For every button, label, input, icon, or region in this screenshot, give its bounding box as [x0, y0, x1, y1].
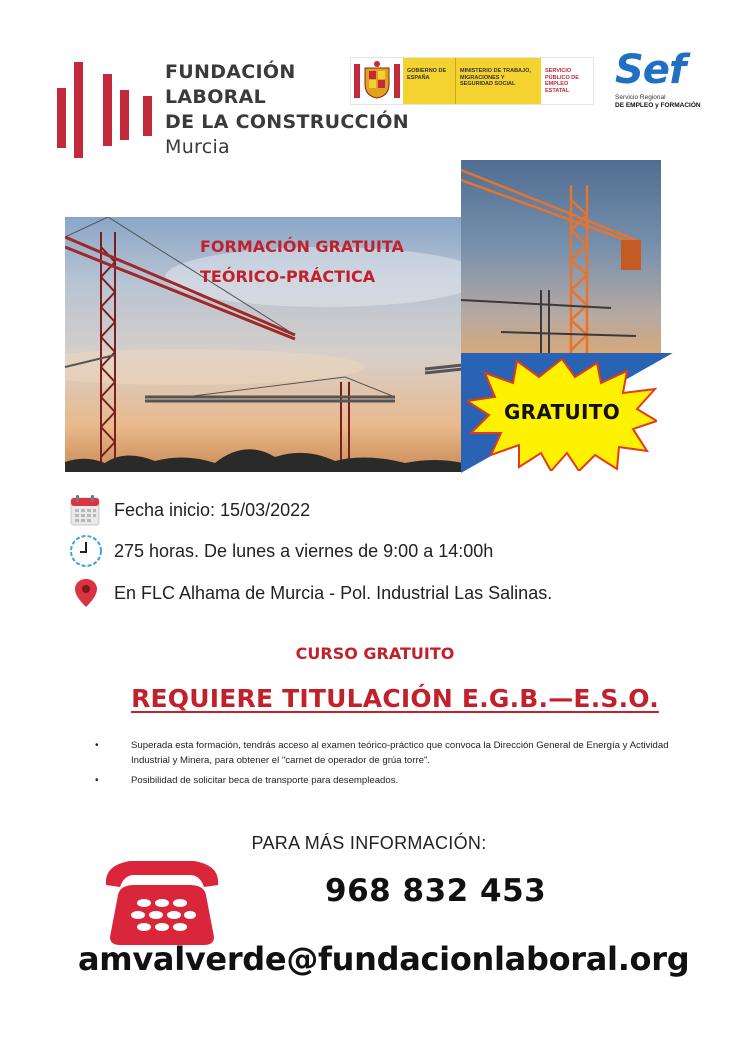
more-info-heading: PARA MÁS INFORMACIÓN: — [251, 833, 487, 853]
course-note-grant: • Posibilidad de solicitar beca de transporte para desempleados. — [95, 773, 685, 788]
calendar-icon — [70, 494, 102, 526]
schedule-text: 275 horas. De lunes a viernes de 9:00 a 14:00h — [114, 540, 494, 561]
flc-logo-line2: LABORAL — [165, 86, 266, 108]
telephone-icon — [100, 855, 224, 947]
course-note-exam: • Superada esta formación, tendrás acceso al examen teórico-práctico que convoca la Dirección General de Energía y Actividad Industrial y Minera, para obtener el "carnet de operador de grúa torre". — [95, 738, 685, 768]
gratuito-badge-label: GRATUITO — [503, 400, 621, 424]
crane-photo-secondary — [461, 160, 661, 355]
gov-block-ministry: MINISTERIO DE TRABAJO, MIGRACIONES Y SEGURIDAD SOCIAL — [455, 58, 541, 104]
info-row-location — [70, 577, 552, 609]
flc-logo-line3: DE LA CONSTRUCCIÓN — [165, 111, 409, 133]
sef-logo — [615, 48, 705, 110]
promo-headline — [200, 232, 404, 292]
start-date-text: Fecha inicio: 15/03/2022 — [114, 499, 311, 520]
sef-logo-word: Sef — [615, 47, 686, 93]
sef-logo-sub2: DE EMPLEO y FORMACIÓN — [615, 102, 701, 109]
clock-icon — [70, 535, 102, 567]
info-row-schedule — [70, 535, 493, 567]
info-row-start-date — [70, 494, 310, 526]
gov-block-spain: GOBIERNO DE ESPAÑA — [403, 58, 455, 104]
email-address[interactable]: amvalverde@fundacionlaboral.org — [78, 940, 690, 978]
requirement-heading: REQUIERE TITULACIÓN E.G.B.—E.S.O. — [131, 684, 659, 713]
location-text: En FLC Alhama de Murcia - Pol. Industrial Las Salinas. — [114, 582, 553, 603]
course-notes-list — [95, 738, 685, 793]
coat-of-arms-icon — [351, 58, 403, 104]
flc-logo-line1: FUNDACIÓN — [165, 61, 296, 83]
location-pin-icon — [70, 577, 102, 609]
sef-logo-sub1: Servicio Regional — [615, 94, 666, 101]
government-logo — [350, 57, 594, 105]
promo-line1: FORMACIÓN GRATUITA — [200, 237, 404, 256]
gov-block-sepe: SERVICIO PÚBLICO DE EMPLEO ESTATAL — [541, 58, 593, 104]
promo-line2: TEÓRICO-PRÁCTICA — [200, 267, 376, 286]
flc-logo-bars — [57, 62, 157, 158]
phone-number[interactable]: 968 832 453 — [325, 873, 547, 909]
free-course-label: CURSO GRATUITO — [295, 644, 455, 663]
flc-logo-city: Murcia — [165, 136, 230, 158]
sef-logo-subtitle — [615, 94, 705, 110]
